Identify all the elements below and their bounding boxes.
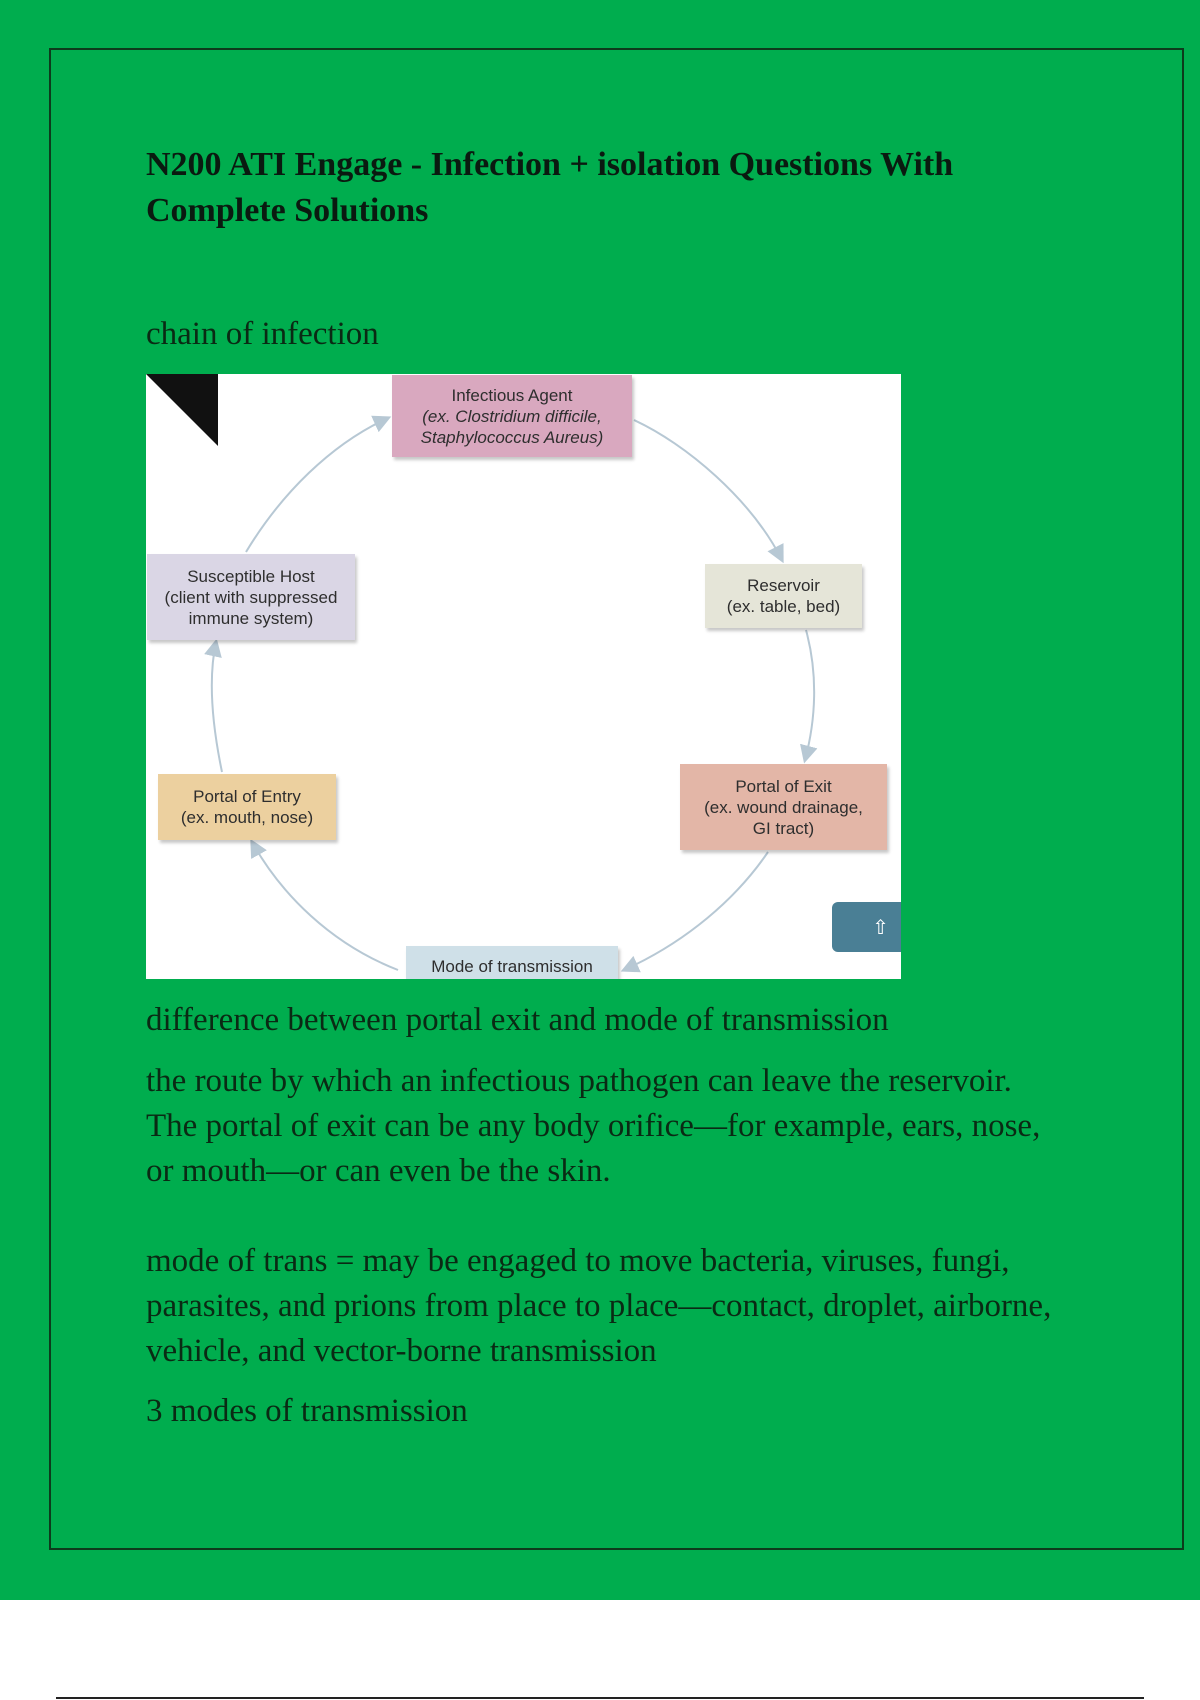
node-susceptible-host — [147, 554, 355, 640]
node-reservoir-line1: Reservoir — [747, 576, 820, 595]
arrow-reservoir-to-exit — [805, 630, 814, 760]
chevron-up-icon: ⇧ — [872, 915, 889, 939]
node-mode-line1: Mode of transmission — [431, 957, 593, 976]
chain-of-infection-diagram — [146, 374, 901, 979]
next-page-rule — [56, 1697, 1144, 1699]
arrow-exit-to-mode — [624, 852, 768, 970]
arrow-entry-to-host — [212, 642, 222, 772]
arrow-agent-to-reservoir — [634, 420, 782, 560]
node-infectious-agent — [392, 375, 632, 457]
corner-fold — [146, 374, 218, 446]
node-entry-line1: Portal of Entry — [193, 787, 301, 806]
node-mode-of-transmission — [406, 946, 618, 979]
node-portal-of-exit — [680, 764, 887, 850]
arrow-host-to-agent — [246, 418, 388, 552]
node-agent-line3: Staphylococcus Aureus) — [420, 427, 604, 447]
node-agent-line2: (ex. Clostridium difficile, — [422, 406, 602, 426]
node-reservoir — [705, 564, 862, 628]
question-portal-exit-vs-mode: difference between portal exit and mode of transmission — [146, 1002, 889, 1038]
answer-portal-exit: the route by which an infectious pathogen can leave the reservoir. The portal of exit can be any body orifice—for example, ears, nose, or mouth—or can even be the skin. — [146, 1063, 1041, 1189]
node-reservoir-line2: (ex. table, bed) — [726, 597, 841, 616]
node-portal-of-entry — [158, 774, 336, 840]
node-agent-line1: Infectious Agent — [451, 385, 573, 405]
document-title: N200 ATI Engage - Infection + isolation Questions With Complete Solutions — [146, 146, 954, 229]
node-exit-line1: Portal of Exit — [735, 776, 832, 796]
node-host-line1: Susceptible Host — [187, 566, 315, 586]
diagram-arrows — [146, 374, 901, 979]
node-host-line2: (client with suppressed — [164, 587, 338, 607]
answer-mode-of-transmission: mode of trans = may be engaged to move bacteria, viruses, fungi, parasites, and prions from place to place—contact, droplet, airborne, vehicle, and vector-borne transmission — [146, 1243, 1052, 1369]
question-three-modes: 3 modes of transmission — [146, 1393, 468, 1429]
scroll-top-button[interactable] — [832, 902, 901, 952]
question-chain-of-infection: chain of infection — [146, 316, 379, 352]
expand-icon[interactable]: ⛶ — [873, 381, 889, 406]
node-exit-line3: GI tract) — [752, 818, 815, 838]
node-host-line3: immune system) — [188, 608, 314, 628]
arrow-mode-to-entry — [252, 842, 398, 970]
node-exit-line2: (ex. wound drainage, — [704, 797, 863, 817]
node-entry-line2: (ex. mouth, nose) — [180, 808, 314, 827]
